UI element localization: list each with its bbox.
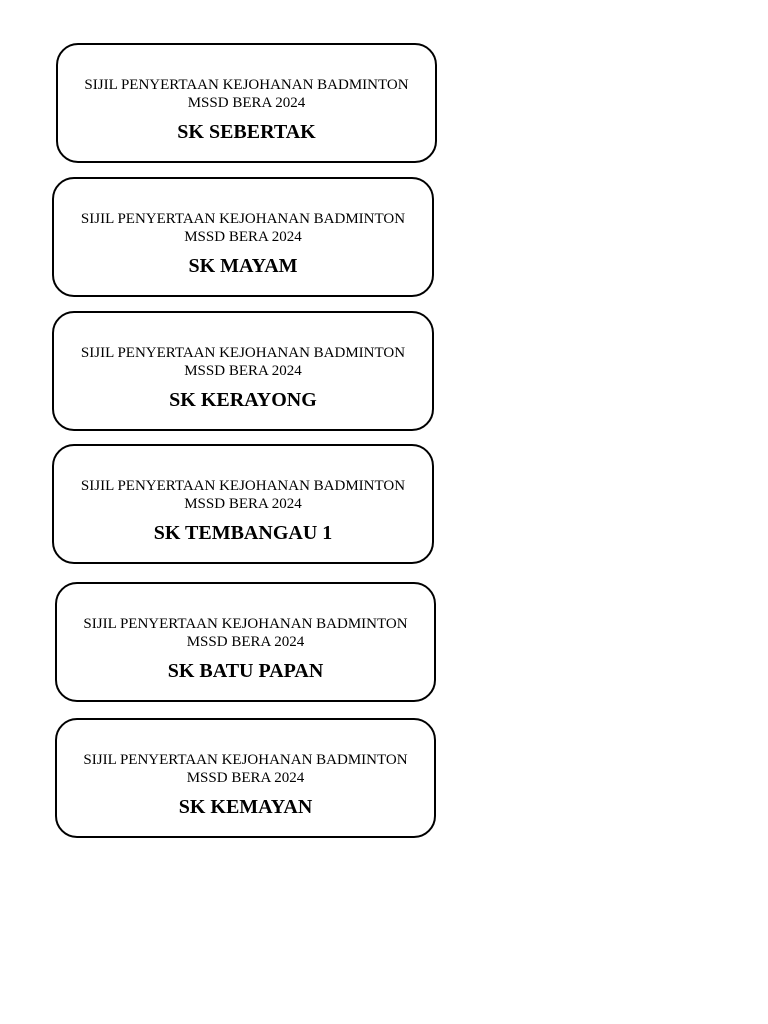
certificate-title: SIJIL PENYERTAAN KEJOHANAN BADMINTON [80, 478, 406, 494]
school-name: SK BATU PAPAN [167, 660, 324, 682]
certificate-label-card [55, 582, 436, 702]
school-name: SK TEMBANGAU 1 [153, 522, 333, 544]
certificate-label-card [56, 43, 437, 163]
certificate-label-card [52, 177, 434, 297]
school-name: SK MAYAM [188, 255, 298, 277]
certificate-title: SIJIL PENYERTAAN KEJOHANAN BADMINTON [80, 345, 406, 361]
certificate-title: SIJIL PENYERTAAN KEJOHANAN BADMINTON [83, 752, 408, 768]
school-name: SK KEMAYAN [178, 796, 313, 818]
certificate-title: SIJIL PENYERTAAN KEJOHANAN BADMINTON [83, 616, 408, 632]
event-subtitle: MSSD BERA 2024 [184, 229, 302, 245]
event-subtitle: MSSD BERA 2024 [184, 496, 302, 512]
certificate-title: SIJIL PENYERTAAN KEJOHANAN BADMINTON [80, 211, 406, 227]
event-subtitle: MSSD BERA 2024 [187, 95, 306, 111]
school-name: SK SEBERTAK [177, 121, 316, 143]
school-name: SK KERAYONG [169, 389, 317, 411]
event-subtitle: MSSD BERA 2024 [186, 634, 305, 650]
certificate-label-card [52, 311, 434, 431]
certificate-label-card [55, 718, 436, 838]
event-subtitle: MSSD BERA 2024 [184, 363, 302, 379]
certificate-label-card [52, 444, 434, 564]
certificate-title: SIJIL PENYERTAAN KEJOHANAN BADMINTON [84, 77, 409, 93]
event-subtitle: MSSD BERA 2024 [186, 770, 305, 786]
